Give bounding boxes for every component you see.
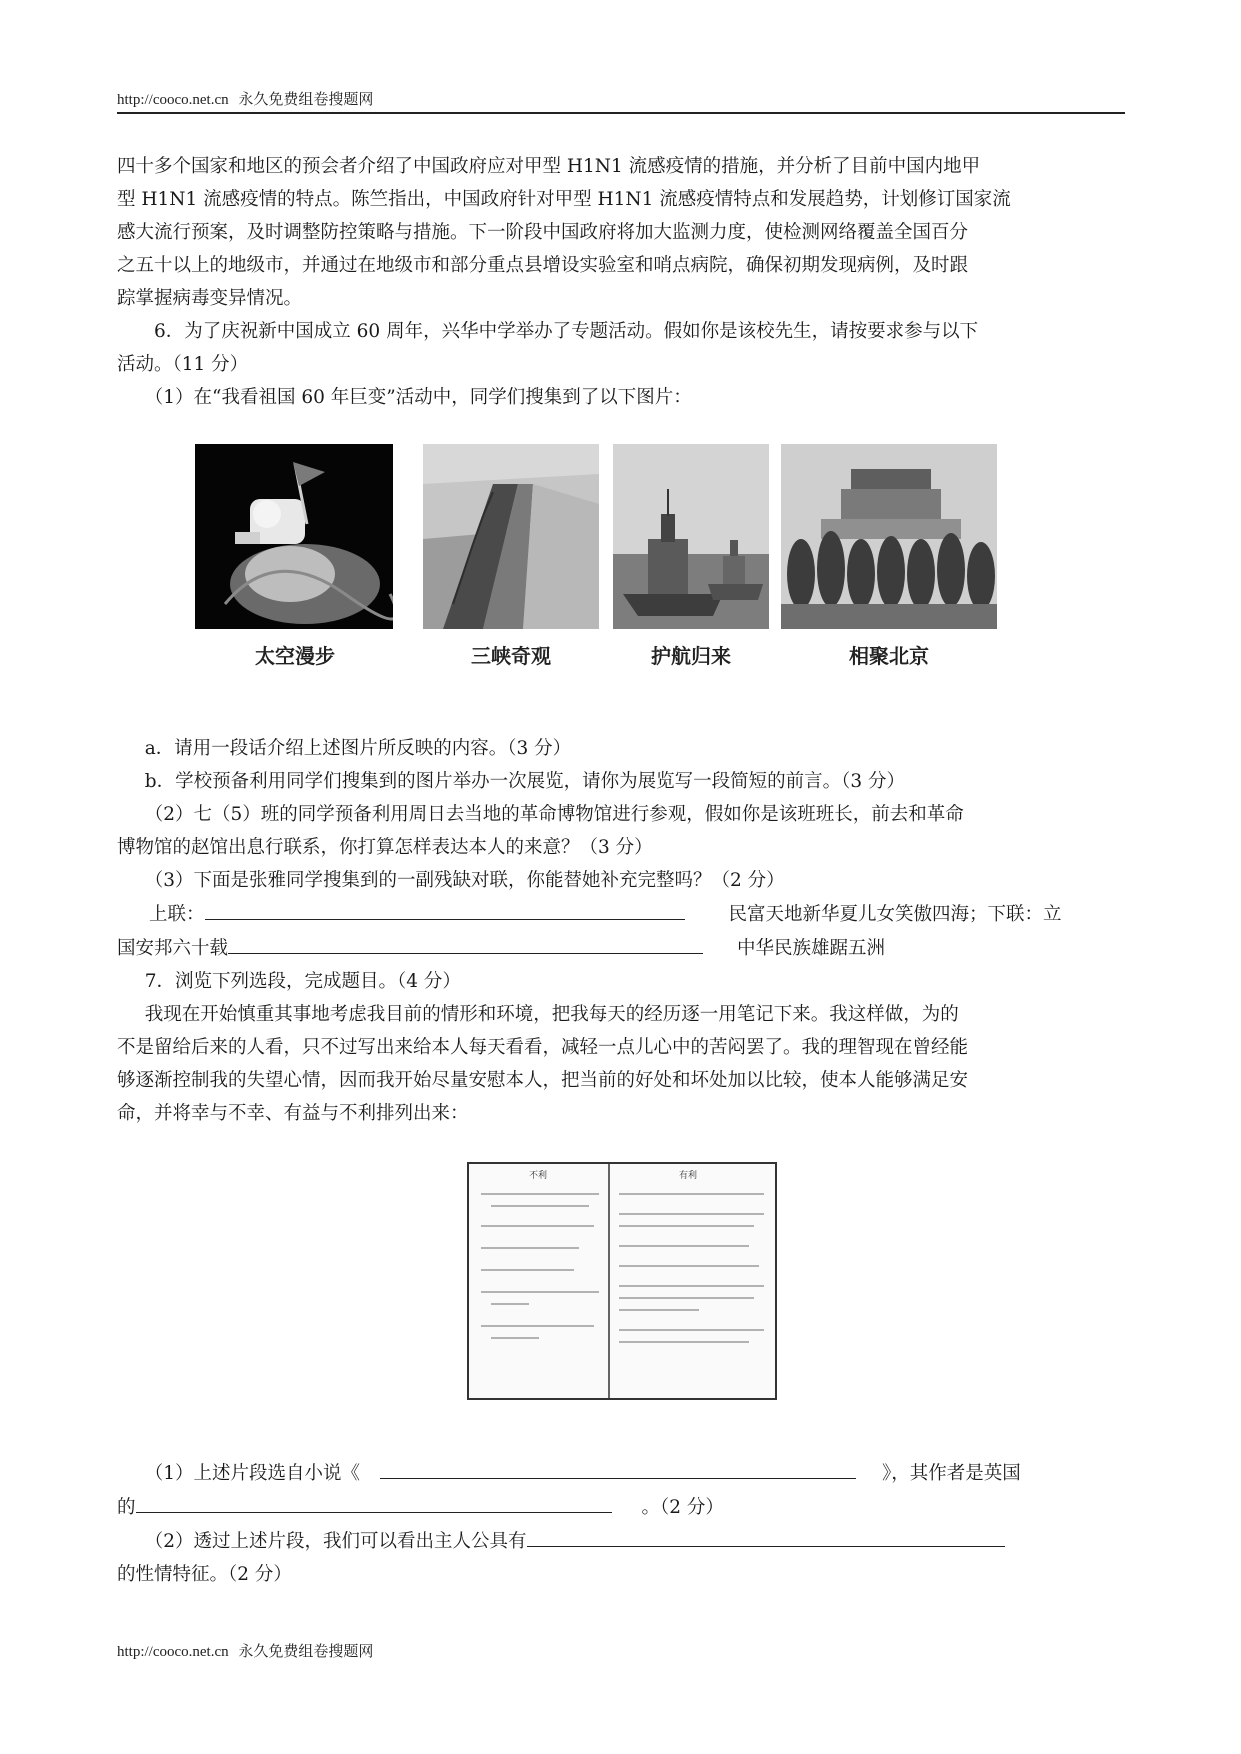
question-7-title: 7．浏览下列选段，完成题目。（4 分） xyxy=(144,971,461,992)
text-line: 活动。（11 分） xyxy=(117,354,249,375)
couplet-upper-blank[interactable] xyxy=(205,897,685,920)
text-line: 之五十以上的地级市，并通过在地级市和部分重点县增设实验室和哨点病院，确保初期发现病例，及时跟 xyxy=(117,255,969,276)
text-line: 型 H1N1 流感疫情的特点。陈竺指出，中国政府针对甲型 H1N1 流感疫情特点和发展趋势，计划修订国家流 xyxy=(117,189,1011,210)
warship-photo xyxy=(613,444,769,629)
personality-blank[interactable] xyxy=(527,1524,1005,1547)
table-left-header: 不利 xyxy=(529,1171,548,1181)
question-7-body xyxy=(117,1456,1127,1591)
couplet-lower-blank[interactable] xyxy=(228,931,703,954)
novel-title-blank[interactable] xyxy=(380,1456,856,1479)
question-6-title: 6．为了庆祝新中国成立 60 周年，兴华中学举办了专题活动。假如你是该校先生，请按要求参与以下 xyxy=(154,321,979,342)
q7-1-score: 。（2 分） xyxy=(641,1497,724,1518)
couplet-upper-text: 民富天地新华夏儿女笑傲四海；下联：立 xyxy=(728,904,1062,925)
page-footer xyxy=(117,1640,373,1661)
text-line: 四十多个国家和地区的预会者介绍了中国政府应对甲型 H1N1 流感疫情的措施，并分析了目前中国内地甲 xyxy=(117,156,981,177)
couplet-upper xyxy=(117,897,1127,931)
text-line: 命，并将幸与不幸、有益与不利排列出来： xyxy=(117,1103,469,1124)
question-6-1: （1）在“我看祖国 60 年巨变”活动中，同学们搜集到了以下图片： xyxy=(144,387,692,408)
text-line: 我现在开始慎重其事地考虑我目前的情形和环境，把我每天的经历逐一用笔记下来。我这样做，为的 xyxy=(144,1004,959,1025)
question-7-2 xyxy=(117,1524,1127,1558)
question-7-1-cont xyxy=(117,1490,1127,1524)
photo-strip xyxy=(195,444,1055,668)
tiananmen-photo xyxy=(781,444,997,629)
photo-caption: 相聚北京 xyxy=(849,644,929,668)
question-7-2-cont: 的性情特征。（2 分） xyxy=(117,1564,292,1585)
question-6-2: （2）七（5）班的同学预备利用周日去当地的革命博物馆进行参观，假如你是该班班长，前去和革命 xyxy=(144,804,964,825)
question-7-1 xyxy=(117,1456,1127,1490)
header-site: http://cooco.net.cn xyxy=(117,92,229,108)
question-6-3: （3）下面是张雅同学搜集到的一副残缺对联，你能替她补充完整吗？（2 分） xyxy=(144,870,785,891)
text-line: 感大流行预案，及时调整防控策略与措施。下一阶段中国政府将加大监测力度，使检测网络覆盖全国百分 xyxy=(117,222,969,243)
intro-paragraph xyxy=(117,150,1127,414)
q7-1-suffix: 》，其作者是英国 xyxy=(882,1463,1021,1484)
question-6-a: a．请用一段话介绍上述图片所反映的内容。（3 分） xyxy=(144,738,572,759)
couplet-lower xyxy=(117,931,1127,965)
photo-caption: 护航归来 xyxy=(651,644,731,668)
photo-caption: 太空漫步 xyxy=(255,644,335,668)
author-blank[interactable] xyxy=(136,1490,612,1513)
page-header xyxy=(117,88,373,109)
text-line: 不是留给后来的人看，只不过写出来给本人每天看看，减轻一点儿心中的苦闷罢了。我的理智现在曾经能 xyxy=(117,1037,969,1058)
text-line: 踪掌握病毒变异情况。 xyxy=(117,288,303,309)
text-line: 够逐渐控制我的失望心情，因而我开始尽量安慰本人，把当前的好处和坏处加以比较，使本人能够满足安 xyxy=(117,1070,969,1091)
question-6-body xyxy=(117,732,1127,1130)
header-slogan: 永久免费组卷搜题网 xyxy=(238,92,374,108)
photo-caption: 三峡奇观 xyxy=(471,644,551,668)
footer-slogan: 永久免费组卷搜题网 xyxy=(238,1644,374,1660)
spacewalk-photo xyxy=(195,444,393,629)
footer-site: http://cooco.net.cn xyxy=(117,1644,229,1660)
couplet-upper-label: 上联： xyxy=(149,904,205,925)
three-gorges-dam-photo xyxy=(423,444,599,629)
q7-1-prefix: （1）上述片段选自小说《 xyxy=(144,1463,361,1484)
comparison-table-image xyxy=(467,1162,777,1400)
table-right-header: 有利 xyxy=(679,1171,698,1181)
question-6-b: b．学校预备利用同学们搜集到的图片举办一次展览，请你为展览写一段简短的前言。（3 分） xyxy=(144,771,905,792)
q7-1-de: 的 xyxy=(117,1497,136,1518)
q7-2-prefix: （2）透过上述片段，我们可以看出主人公具有 xyxy=(144,1531,527,1552)
couplet-lower-label: 国安邦六十载 xyxy=(117,938,229,959)
header-rule xyxy=(117,112,1125,114)
couplet-lower-text: 中华民族雄踞五洲 xyxy=(737,938,886,959)
text-line: 博物馆的赵馆出息行联系，你打算怎样表达本人的来意？（3 分） xyxy=(117,837,653,858)
